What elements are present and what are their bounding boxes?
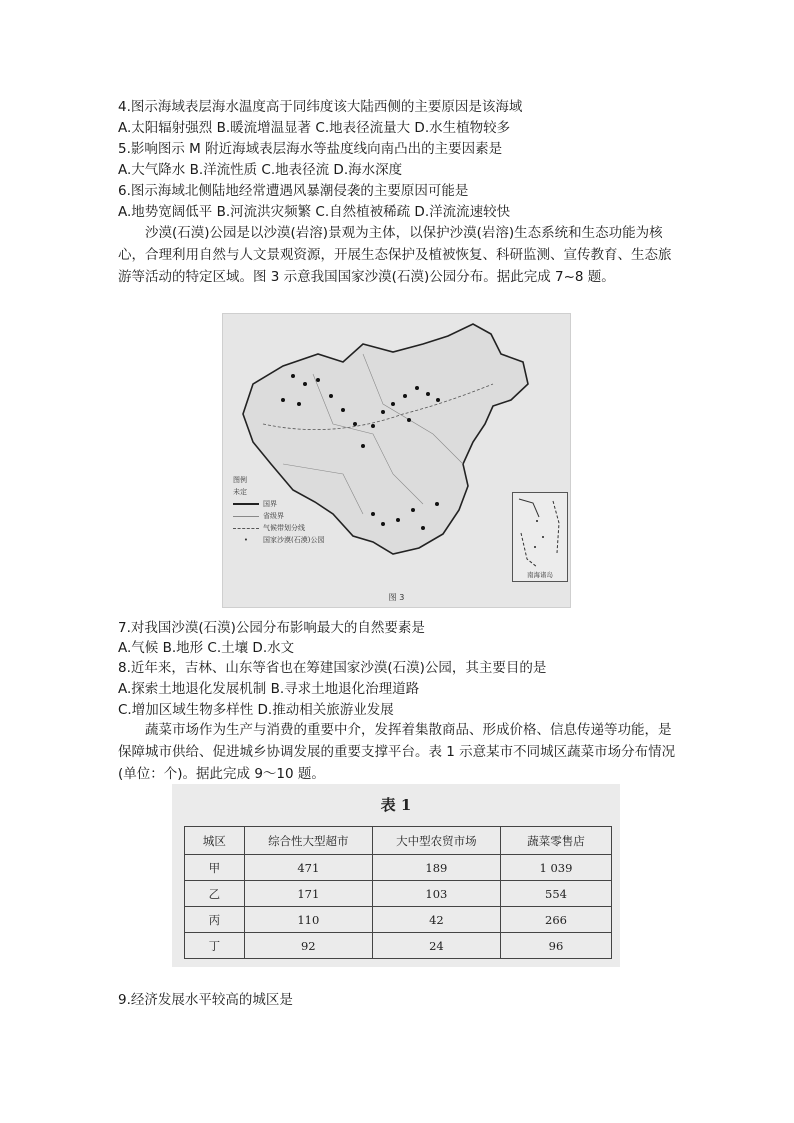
park-dot	[371, 424, 375, 428]
question-8-stem: 8.近年来，吉林、山东等省也在筹建国家沙漠(石漠)公园，其主要目的是	[118, 660, 547, 676]
map-legend	[233, 474, 324, 546]
cell-district: 乙	[185, 881, 245, 907]
park-dot	[291, 374, 295, 378]
figure-caption: 图 3	[388, 593, 405, 602]
table-title: 表 1	[380, 796, 412, 814]
header-supermarkets: 综合性大型超市	[244, 827, 372, 855]
question-7-stem: 7.对我国沙漠(石漠)公园分布影响最大的自然要素是	[118, 620, 425, 636]
question-8-options-ab: A.探索土地退化发展机制 B.寻求土地退化治理道路	[118, 681, 420, 697]
cell-farmers-markets: 24	[372, 933, 500, 959]
question-5-options: A.大气降水 B.洋流性质 C.地表径流 D.海水深度	[118, 162, 403, 178]
market-distribution-table	[184, 826, 612, 959]
legend-title: 图例	[233, 476, 247, 484]
question-6-options: A.地势宽阔低平 B.河流洪灾频繁 C.自然植被稀疏 D.洋流流速较快	[118, 204, 511, 220]
legend-label: 省级界	[263, 512, 284, 520]
table-row	[185, 855, 612, 881]
cell-supermarkets: 471	[244, 855, 372, 881]
legend-label: 气候带划分线	[263, 524, 305, 532]
park-dot	[341, 408, 345, 412]
legend-item-province-border	[233, 510, 324, 522]
legend-item-climate-line	[233, 522, 324, 534]
table-1	[172, 784, 620, 967]
park-dot	[361, 444, 365, 448]
question-5-stem: 5.影响图示 M 附近海域表层海水等盐度线向南凸出的主要因素是	[118, 141, 503, 157]
question-7-options: A.气候 B.地形 C.土壤 D.水文	[118, 640, 295, 656]
cell-supermarkets: 92	[244, 933, 372, 959]
park-dot	[403, 394, 407, 398]
park-dot	[407, 418, 411, 422]
park-dot	[436, 398, 440, 402]
park-dot	[435, 502, 439, 506]
park-dot	[391, 402, 395, 406]
inset-map-svg	[513, 493, 567, 581]
cell-supermarkets: 171	[244, 881, 372, 907]
cell-vegetable-stores: 96	[500, 933, 611, 959]
question-9-stem: 9.经济发展水平较高的城区是	[118, 992, 293, 1008]
park-dot	[381, 522, 385, 526]
park-dot	[396, 518, 400, 522]
park-dot	[303, 382, 307, 386]
cell-vegetable-stores: 266	[500, 907, 611, 933]
park-dot	[353, 422, 357, 426]
table-row	[185, 933, 612, 959]
cell-farmers-markets: 42	[372, 907, 500, 933]
table-row	[185, 907, 612, 933]
legend-label: 国界	[263, 500, 277, 508]
park-dot-swatch: •	[243, 536, 249, 544]
table-header-row	[185, 827, 612, 855]
park-dot	[415, 386, 419, 390]
legend-item-national-border	[233, 498, 324, 510]
question-4-stem: 4.图示海域表层海水温度高于同纬度该大陆西侧的主要原因是该海域	[118, 99, 523, 115]
park-dot	[297, 402, 301, 406]
cell-supermarkets: 110	[244, 907, 372, 933]
climate-line-swatch	[233, 528, 259, 529]
national-border-swatch	[233, 503, 259, 505]
cell-farmers-markets: 103	[372, 881, 500, 907]
cell-district: 甲	[185, 855, 245, 881]
park-dot	[329, 394, 333, 398]
cell-farmers-markets: 189	[372, 855, 500, 881]
cell-district: 丙	[185, 907, 245, 933]
park-dot	[426, 392, 430, 396]
cell-vegetable-stores: 1 039	[500, 855, 611, 881]
header-district: 城区	[185, 827, 245, 855]
passage-desert-parks: 沙漠(石漠)公园是以沙漠(岩溶)景观为主体，以保护沙漠(岩溶)生态系统和生态功能为核心，合理利用自然与人文景观资源，开展生态保护及植被恢复、科研监测、宣传教育、生态旅游等活动的特定区域。图 3 示意我国国家沙漠(石漠)公园分布。据此完成 7~8 题。	[118, 225, 672, 285]
question-4-options: A.太阳辐射强烈 B.暖流增温显著 C.地表径流量大 D.水生植物较多	[118, 120, 511, 136]
park-dot	[411, 508, 415, 512]
header-vegetable-stores: 蔬菜零售店	[500, 827, 611, 855]
passage-vegetable-markets: 蔬菜市场作为生产与消费的重要中介，发挥着集散商品、形成价格、信息传递等功能，是保障城市供给、促进城乡协调发展的重要支撑平台。表 1 示意某市不同城区蔬菜市场分布情况(单位：个)。据此完成 9～10 题。	[118, 722, 676, 782]
header-farmers-markets: 大中型农贸市场	[372, 827, 500, 855]
legend-label: 国家沙漠(石漠)公园	[263, 536, 325, 544]
legend-item-undetermined	[233, 486, 324, 498]
question-8-options-cd: C.增加区域生物多样性 D.推动相关旅游业发展	[118, 702, 394, 718]
cell-district: 丁	[185, 933, 245, 959]
inset-label: 南海诸岛	[527, 571, 553, 579]
south-china-sea-inset	[512, 492, 568, 582]
province-border-swatch	[233, 516, 259, 517]
park-dot	[371, 512, 375, 516]
park-dot	[421, 526, 425, 530]
cell-vegetable-stores: 554	[500, 881, 611, 907]
table-row	[185, 881, 612, 907]
park-dot	[381, 410, 385, 414]
question-6-stem: 6.图示海域北侧陆地经常遭遇风暴潮侵袭的主要原因可能是	[118, 183, 469, 199]
park-dot	[281, 398, 285, 402]
park-dot	[316, 378, 320, 382]
legend-item-desert-park	[233, 534, 324, 546]
legend-label: 未定	[233, 488, 247, 496]
figure-3-china-map	[222, 313, 571, 608]
